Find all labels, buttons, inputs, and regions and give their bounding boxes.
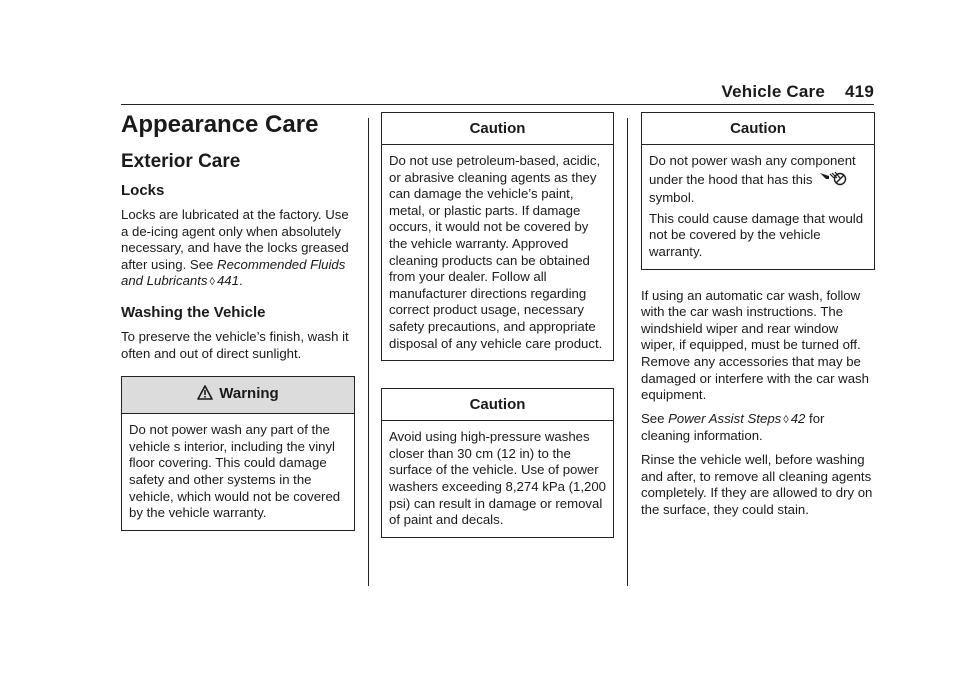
power-assist-steps-link[interactable]: Power Assist Steps bbox=[668, 410, 782, 426]
warning-body bbox=[122, 414, 354, 530]
column-2 bbox=[381, 112, 614, 538]
column-divider-1 bbox=[368, 118, 369, 586]
warning-title-text: Warning bbox=[219, 385, 279, 403]
locks-paragraph bbox=[121, 207, 355, 291]
caution-title-1: Caution bbox=[382, 113, 613, 145]
power-assist-page[interactable]: 42 bbox=[790, 410, 806, 426]
power-assist-pre: See bbox=[641, 410, 665, 426]
caution-box-1 bbox=[381, 112, 614, 361]
header-rule bbox=[121, 104, 874, 105]
caution-text-3a-main: Do not power wash any component under the hood that has this bbox=[649, 153, 856, 187]
caution-text-2: Avoid using high-pressure washes closer than 30 cm (12 in) to the surface of the vehicle. Use of power washers exceeding 8,274 kPa (1,200 psi) can result in damage or removal of paint and decals. bbox=[389, 429, 607, 528]
caution-text-3b: This could cause damage that would not be covered by the vehicle warranty. bbox=[649, 210, 864, 259]
page-number: 419 bbox=[845, 82, 874, 101]
caution-text-1: Do not use petroleum-based, acidic, or abrasive cleaning agents as they can damage the vehicle’s paint, metal, or plastic parts. If damage occurs, it would not be covered by the vehicle warranty. Approved cleaning products can be obtained from your dealer. Follow all manufacturer directions regarding correct product usage, necessary safety precautions, and appropriate disposal of any vehicle care product. bbox=[389, 153, 603, 351]
page-ref-icon: ◊ bbox=[783, 413, 789, 426]
warning-box bbox=[121, 376, 355, 531]
locks-heading: Locks bbox=[121, 182, 165, 199]
no-power-wash-icon bbox=[818, 170, 848, 191]
page-header bbox=[722, 82, 875, 102]
power-assist-post: for cleaning information. bbox=[641, 410, 825, 444]
recommended-fluids-link[interactable]: Recommended Fluids and Lubricants bbox=[121, 256, 346, 289]
warning-title bbox=[122, 377, 354, 414]
section-subtitle: Exterior Care bbox=[121, 151, 241, 172]
caution-body-3 bbox=[642, 145, 874, 269]
page-title: Appearance Care bbox=[121, 111, 319, 138]
washing-heading: Washing the Vehicle bbox=[121, 303, 266, 321]
locks-text: Locks are lubricated at the factory. Use a de-icing agent only when absolutely necessary, and have the locks greased after using. See bbox=[121, 207, 349, 272]
locks-ref-page[interactable]: 441 bbox=[216, 273, 239, 289]
caution-title-3: Caution bbox=[642, 113, 874, 145]
caution-body-1 bbox=[382, 145, 613, 360]
car-wash-paragraph: If using an automatic car wash, follow with the car wash instructions. The windshield wiper and rear window wiper, if equipped, must be turned off. Remove any accessories that may be damaged or interfere with the car wash equipment. bbox=[641, 287, 869, 403]
warning-text: Do not power wash any part of the vehicle s interior, including the vinyl floor covering. This could damage safety and other systems in the vehicle, which would not be covered by the vehicle warranty. bbox=[129, 422, 341, 521]
page-ref-icon: ◊ bbox=[209, 276, 215, 289]
power-assist-paragraph bbox=[641, 411, 875, 445]
caution-box-2 bbox=[381, 388, 614, 538]
column-3 bbox=[641, 112, 875, 525]
caution-text-3a bbox=[649, 153, 867, 207]
rinse-paragraph: Rinse the vehicle well, before washing and after, to remove all cleaning agents completely. If they are allowed to dry on the surface, they could stain. bbox=[641, 451, 873, 517]
column-1 bbox=[121, 112, 355, 531]
section-title: Vehicle Care bbox=[721, 82, 826, 101]
locks-ref-end: . bbox=[238, 273, 243, 289]
washing-paragraph: To preserve the vehicle’s finish, wash it often and out of direct sunlight. bbox=[121, 328, 349, 361]
caution-text-3a-end: symbol. bbox=[649, 190, 695, 206]
caution-box-3 bbox=[641, 112, 875, 270]
column-divider-2 bbox=[627, 118, 628, 586]
caution-body-2 bbox=[382, 421, 613, 537]
warning-triangle-icon bbox=[197, 385, 213, 405]
caution-title-2: Caution bbox=[382, 389, 613, 421]
